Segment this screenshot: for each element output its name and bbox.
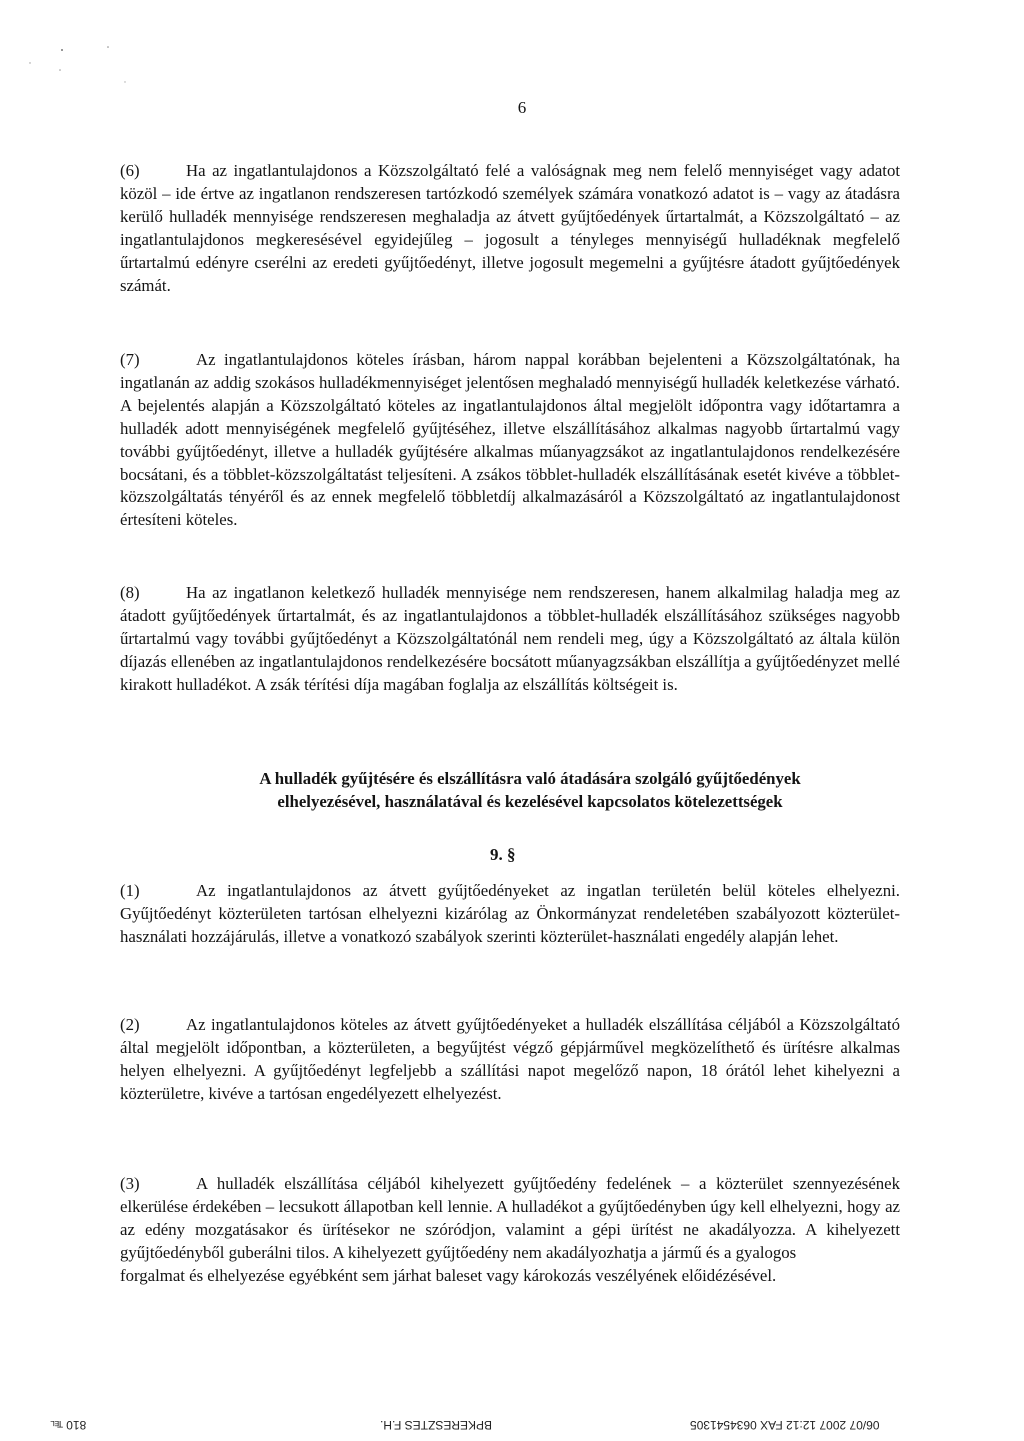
fax-header-strip bbox=[0, 1418, 1024, 1438]
paragraph-7 bbox=[120, 349, 900, 532]
fax-page-id: 810 ℡ bbox=[50, 1418, 87, 1432]
paragraph-number: (1) bbox=[120, 881, 140, 900]
paragraph-number: (7) bbox=[120, 350, 140, 369]
paragraph-number: (2) bbox=[120, 1015, 140, 1034]
section-heading-line-1: A hulladék gyűjtésére és elszállításra való átadására szolgáló gyűjtőedények bbox=[259, 769, 801, 788]
fax-timestamp: 06/07 2007 12:12 FAX 0634541305 bbox=[690, 1418, 880, 1432]
page-number: 6 bbox=[517, 98, 527, 117]
paragraph-text: Az ingatlantulajdonos köteles írásban, három nappal korábban bejelenteni a Közszolgáltatónak, ha ingatlanán az addig szokásos hulladékmennyiséget jelentősen meghaladó mennyiségű hulladék keletkezése várható. A bejelentés alapján a Közszolgáltató köteles az ingatlantulajdonos által megjelölt időpontra vagy időtartamra a hulladék adott mennyiségének megfelelő gyűjtéséhez, illetve elszállításához alkalmas nagyobb űrtartalmú vagy további gyűjtőedényt, illetve a hulladék gyűjtésére alkalmas műanyagzsákot az ingatlantulajdonos rendelkezésére bocsátani, és a többlet-közszolgáltatást teljesíteni. A zsákos többlet-hulladék elszállításának esetét kivéve a többlet-közszolgáltatás tényéről és az ennek megfelelő többletdíj alkalmazásáról a Közszolgáltató az ingatlantulajdonost értesíteni köteles. bbox=[120, 350, 900, 530]
paragraph-text: Az ingatlantulajdonos az átvett gyűjtőedényeket az ingatlan területén belül köteles elhelyezni. Gyűjtőedényt közterületen tartósan elhelyezni kizárólag az Önkormányzat rendeletében szabályozott közterület-használati hozzájárulás, illetve a vonatkozó szabályok szerinti közterület-használati engedély alapján lehet. bbox=[120, 881, 900, 946]
section-number: 9. § bbox=[490, 845, 516, 864]
paragraph-number: (3) bbox=[120, 1174, 140, 1193]
section-heading bbox=[120, 767, 900, 813]
paragraph-text: Ha az ingatlantulajdonos a Közszolgáltató felé a valóságnak meg nem felelő mennyiséget vagy adatot közöl – ide értve az ingatlanon rendszeresen tartózkodó személyek számára vonatkozó adatot is – vagy az átadásra kerülő hulladék mennyisége rendszeresen meghaladja az átvett gyűjtőedények űrtartalmát, a Közszolgáltató – az ingatlantulajdonos megkeresésével egyidejűleg – jogosult a tényleges mennyiségű hulladéknak megfelelő űrtartalmú edényre cserélni az eredeti gyűjtőedényt, illetve jogosult megemelni a gyűjtésre átadott gyűjtőedények számát. bbox=[120, 161, 900, 295]
paragraph-2 bbox=[120, 1014, 900, 1106]
paragraph-1 bbox=[120, 880, 900, 949]
fax-sender: BPKERESZTES F.H. bbox=[380, 1418, 493, 1432]
paragraph-6 bbox=[120, 160, 900, 297]
paragraph-text: A hulladék elszállítása céljából kihelyezett gyűjtőedény fedelének – a közterület szennyezésének elkerülése érdekében – lecsukott állapotban kell lennie. A hulladékot a gyűjtőedényben úgy kell elhelyezni, hogy az az edény mozgatásakor és ürítésekor ne szóródjon, valamint a gépi ürítést ne akadályozza. A kihelyezett gyűjtőedényből guberálni tilos. A kihelyezett gyűjtőedény nem akadályozhatja a jármű és a gyalogos bbox=[120, 1174, 900, 1262]
paragraph-continuation: forgalmat és elhelyezése egyébként sem járhat baleset vagy károkozás veszélyének előidézésével. bbox=[120, 1265, 777, 1285]
paragraph-number: (6) bbox=[120, 161, 140, 180]
section-heading-line-2: elhelyezésével, használatával és kezelésével kapcsolatos kötelezettségek bbox=[277, 792, 783, 811]
paragraph-number: (8) bbox=[120, 583, 140, 602]
paragraph-text: Az ingatlantulajdonos köteles az átvett gyűjtőedényeket a hulladék elszállítása céljából a Közszolgáltató által megjelölt időpontban, a közterületen, a begyűjtést végző gépjárművel megközelíthető és ürítésre alkalmas helyen elhelyezni. A gyűjtőedényt legfeljebb a szállítási napot megelőző napon, 18 órától lehet kihelyezni a közterületre, kivéve a tartósan engedélyezett elhelyezést. bbox=[120, 1015, 900, 1103]
paragraph-3 bbox=[120, 1173, 900, 1288]
paragraph-8 bbox=[120, 582, 900, 697]
paragraph-text: Ha az ingatlanon keletkező hulladék mennyisége nem rendszeresen, hanem alkalmilag haladja meg az átadott gyűjtőedények űrtartalmát, és az ingatlantulajdonos a többlet-hulladék elszállításához szükséges nagyobb űrtartalmú vagy további gyűjtőedényt a Közszolgáltatónál nem rendeli meg, úgy a Közszolgáltató az általa külön díjazás ellenében az ingatlantulajdonos rendelkezésére bocsátott műanyagzsákban elszállítja a gyűjtőedényzet mellé kirakott hulladékot. A zsák térítési díja magában foglalja az elszállítás költségeit is. bbox=[120, 583, 900, 694]
